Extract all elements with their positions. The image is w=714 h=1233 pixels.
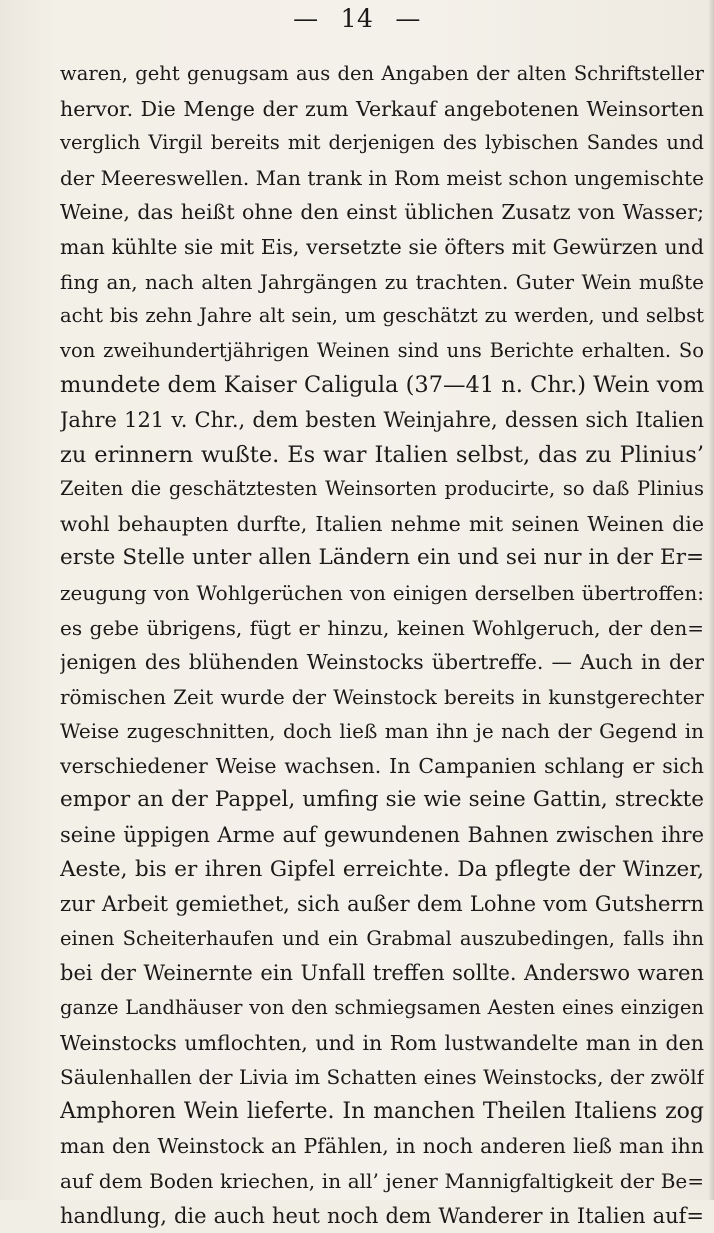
text-line: man den Weinstock an Pfählen, in noch anderen ließ man ihn [60,1134,704,1159]
text-line: wohl behaupten durfte, Italien nehme mit seinen Weinen die [60,511,704,536]
page-number: 14 [340,4,374,33]
text-line: einen Scheiterhaufen und ein Grabmal auszubedingen, falls ihn [60,926,704,950]
text-line: zu erinnern wußte. Es war Italien selbst, das zu Plinius’ [60,441,704,468]
header-dash-left: — [293,4,319,33]
text-line: Säulenhallen der Livia im Schatten eines Weinstocks, der zwölf [60,1065,704,1090]
page-edge-shadow [708,0,714,1200]
text-line: empor an der Pappel, umfing sie wie seine Gattin, streckte [60,787,704,813]
text-line: handlung, die auch heut noch dem Wanderer in Italien auf= [60,1203,704,1228]
text-line: bei der Weinernte ein Unfall treffen sollte. Anderswo waren [60,961,704,986]
text-line: es gebe übrigens, fügt er hinzu, keinen Wohlgeruch, der den= [60,615,704,640]
text-line: hervor. Die Menge der zum Verkauf angebotenen Weinsorten [60,96,704,121]
text-line: erste Stelle unter allen Ländern ein und sei nur in der Er= [60,545,704,571]
text-line: römischen Zeit wurde der Weinstock bereits in kunstgerechter [60,684,704,709]
text-line: acht bis zehn Jahre alt sein, um geschätzt zu werden, und selbst [60,304,704,328]
text-line: seine üppigen Arme auf gewundenen Bahnen zwischen ihre [60,823,704,848]
text-line: man kühlte sie mit Eis, versetzte sie öfters mit Gewürzen und [60,234,704,259]
text-line: mundete dem Kaiser Caligula (37—41 n. Chr.) Wein vom [60,372,704,399]
text-line: ganze Landhäuser von den schmiegsamen Aesten eines einzigen [60,996,704,1020]
text-line: Weine, das heißt ohne den einst üblichen Zusatz von Wasser; [60,200,704,225]
text-line: von zweihundertjährigen Weinen sind uns Berichte erhalten. So [60,338,704,362]
text-line: Weinstocks umflochten, und in Rom lustwandelte man in den [60,1030,704,1055]
text-line: der Meereswellen. Man trank in Rom meist schon ungemischte [60,165,704,190]
text-line: verschiedener Weise wachsen. In Campanien schlang er sich [60,753,704,778]
header-dash-right: — [395,4,421,33]
page-header [0,4,714,34]
text-line: waren, geht genugsam aus den Angaben der alten Schriftsteller [60,62,704,85]
text-line: jenigen des blühenden Weinstocks übertreffe. — Auch in der [60,650,704,675]
text-line: verglich Virgil bereits mit derjenigen des lybischen Sandes und [60,131,704,155]
body-text [60,57,704,1233]
text-line: Weise zugeschnitten, doch ließ man ihn je nach der Gegend in [60,719,704,744]
text-line: Zeiten die geschätztesten Weinsorten producirte, so daß Plinius [60,477,704,501]
text-line: auf dem Boden kriechen, in all’ jener Mannigfaltigkeit der Be= [60,1169,704,1193]
text-line: zeugung von Wohlgerüchen von einigen derselben übertroffen: [60,580,704,605]
text-line: Jahre 121 v. Chr., dem besten Weinjahre, dessen sich Italien [60,407,704,432]
text-line: Amphoren Wein lieferte. In manchen Theilen Italiens zog [60,1098,704,1124]
text-line: zur Arbeit gemiethet, sich außer dem Lohne vom Gutsherrn [60,892,704,917]
text-line: fing an, nach alten Jahrgängen zu trachten. Guter Wein mußte [60,269,704,294]
text-line: Aeste, bis er ihren Gipfel erreichte. Da pflegte der Winzer, [60,856,704,882]
